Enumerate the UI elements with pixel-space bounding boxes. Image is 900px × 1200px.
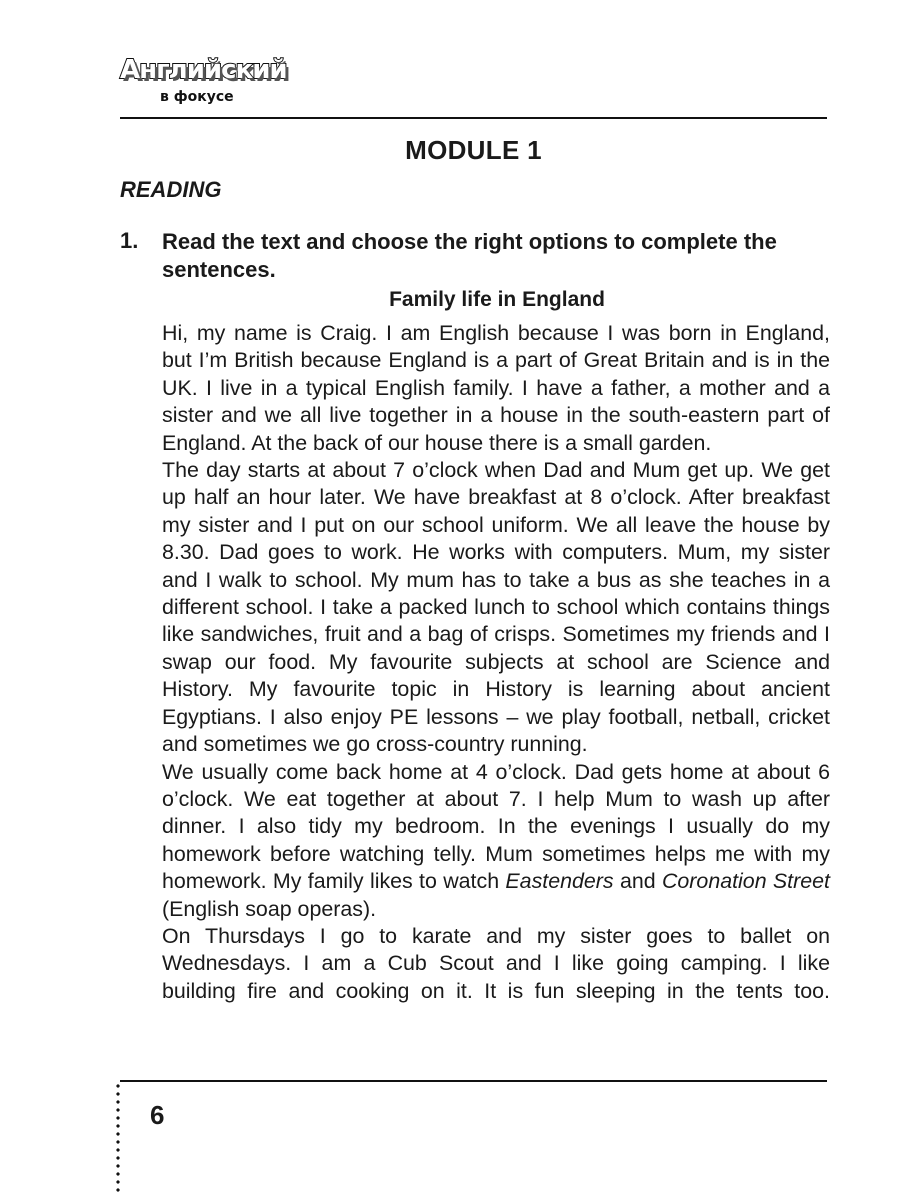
paragraph-text: On Thursdays I go to karate and my sister goes to ballet on Wednesdays. I am a Cub Scout and I like going camping. I like building fire and cooking on it. It is fun sleeping in the tents too. xyxy=(162,923,830,1003)
header-divider xyxy=(120,117,827,119)
page-number: 6 xyxy=(150,1100,165,1130)
reading-text-body xyxy=(162,320,830,1005)
textbook-logo xyxy=(120,55,290,110)
paragraph xyxy=(162,923,830,1005)
module-title: MODULE 1 xyxy=(405,135,542,165)
footer-divider xyxy=(120,1080,827,1082)
show-title-eastenders: Eastenders xyxy=(505,869,614,894)
reading-text-title: Family life in England xyxy=(389,288,605,311)
paragraph xyxy=(162,457,830,758)
task-number: 1. xyxy=(120,228,139,253)
paragraph-text: Hi, my name is Craig. I am English because I was born in England, but I’m British because England is a part of Great Britain and is in the UK. I live in a typical English family. I have a father, a mother and a sister and we all live together in a house in the south-eastern part of England. At the back of our house there is a small garden. xyxy=(162,321,830,455)
dotted-margin-line xyxy=(116,1082,120,1194)
logo-title: Английский xyxy=(120,55,287,85)
paragraph-text: We usually come back home at 4 o’clock. Dad gets home at about 6 o’clock. We eat together at about 7. I help Mum to wash up after dinner. I also tidy my bedroom. In the evenings I usually do my homework before watching telly. Mum sometimes helps me with my homework. My family likes to watch xyxy=(162,759,830,894)
show-title-coronation-street: Coronation Street xyxy=(661,869,830,894)
paragraph-text: and xyxy=(613,869,662,894)
section-title: READING xyxy=(120,177,222,202)
task-instruction: Read the text and choose the right options to complete the sentences. xyxy=(162,229,777,282)
paragraph-text: The day starts at about 7 o’clock when Dad and Mum get up. We get up half an hour later. We have breakfast at 8 o’clock. After breakfast my sister and I put on our school uniform. We all leave the house by 8.30. Dad goes to work. He works with computers. Mum, my sister and I walk to school. My mum has to take a bus as she teaches in a different school. I take a packed lunch to school which contains things like sandwiches, fruit and a bag of crisps. Sometimes my friends and I swap our food. My favourite subjects at school are Science and History. My favourite topic in History is learning about ancient Egyptians. I also enjoy PE lessons – we play football, netball, cricket and sometimes we go cross-country running. xyxy=(162,458,830,757)
logo-subtitle: в фокусе xyxy=(160,89,234,105)
paragraph-text: (English soap operas). xyxy=(162,896,377,921)
paragraph xyxy=(162,759,830,923)
paragraph xyxy=(162,320,830,457)
